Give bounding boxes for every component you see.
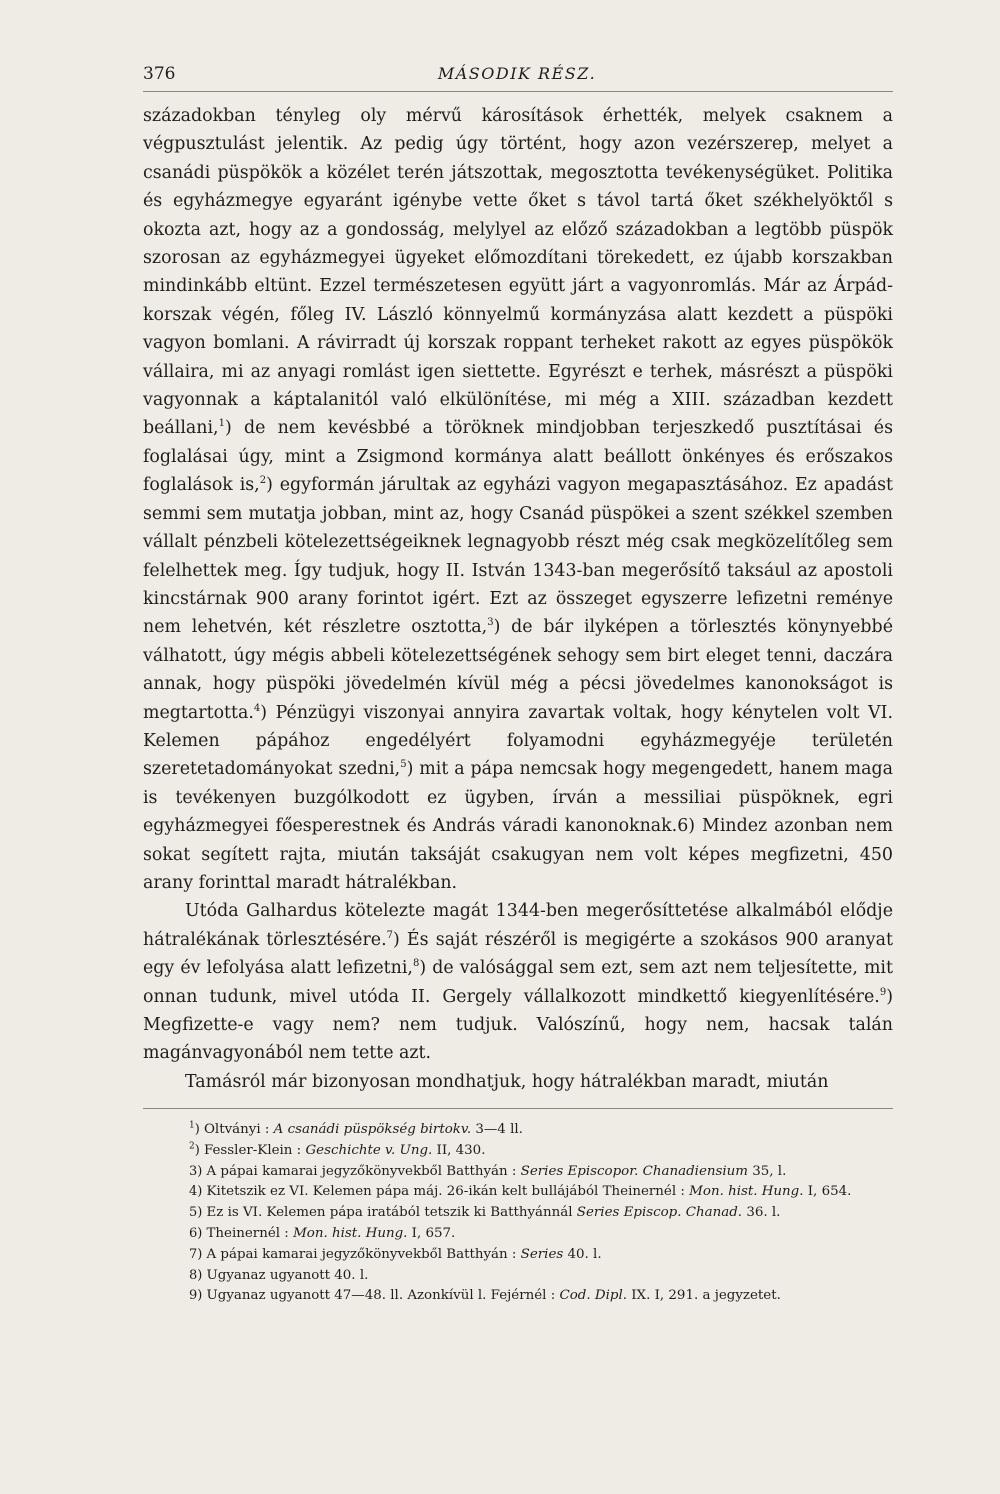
text-run: századokban tényleg oly mérvű károsítások érhették, melyek csaknem a végpusztulást jelentik. Az pedig úgy történt, hogy azon vezérszerep, melyet a csanádi püspökök a közélet terén játszottak, megosztotta tevékenységüket. Politika és egyházmegye egyaránt igénybe vette őket s távol tartá őket székhelyöktől s okozta azt, hogy az a gondosság, melylyel az előző századokban a legtöbb püspök szorosan az egyházmegyei ügyeket előmozdítani törekedett, ez újabb korszakban mindinkább eltünt. Ezzel természetesen együtt járt a vagyonromlás. Már az Árpád-korszak végén, főleg IV. László könnyelmű kormányzása alatt kezdett a püspöki vagyon bomlani. A rávirradt új korszak roppant terheket rakott az egyes püspökök vállaira, mi az anyagi romlást igen siettette. Egyrészt e terhek, másrészt a püspöki vagyonnak a káptalanitól való elkülönítése, mi még a XIII. században kezdett beállani, <box>143 106 893 439</box>
footnote-text: A pápai kamarai jegyzőkönyvekből Batthyán : <box>206 1246 521 1262</box>
text-run: ) És saját részéről is megigérte a szokásos 900 aranyat egy év lefolyása alatt lefizetni, <box>143 929 893 979</box>
footnote-text: Fessler-Klein : <box>203 1142 306 1158</box>
footnotes <box>143 1120 893 1307</box>
footnote-text: Kitetszik ez VI. Kelemen pápa máj. 26-ikán kelt bullájából Theinernél : <box>206 1184 690 1200</box>
footnote-text: 36. l. <box>742 1205 781 1221</box>
footnote <box>143 1120 893 1141</box>
footnote <box>143 1286 893 1307</box>
text-run: ) de bár ilyképen a törlesztés könynyebbé válhatott, úgy mégis abbeli kötelezettségének sehogy sem birt eleget tenni, daczára annak, hogy püspöki jövedelmén kívül még a pécsi jövedelmes kanonokságot is megtartotta. <box>143 617 893 723</box>
footnote <box>143 1182 893 1203</box>
running-head <box>143 64 891 88</box>
footnote-number: 6) <box>189 1225 207 1241</box>
footnote-ref: 9 <box>879 986 887 998</box>
page-number: 376 <box>143 64 176 84</box>
footnote-number: 8) <box>189 1267 207 1283</box>
text-run: ) de nem kevésbbé a töröknek mindjobban terjeszkedő pusztításai és foglalásai úgy, mint a Zsigmond kormánya alatt beállott önkényes és erőszakos foglalások is, <box>143 418 893 496</box>
footnote-ref: 3 <box>487 617 494 629</box>
running-title: MÁSODIK RÉSZ. <box>437 64 597 83</box>
text-run: ) egyformán járultak az egyházi vagyon megapasztásához. Ez apadást semmi sem mutatja jobban, mint az, hogy Csanád püspökei a szent székkel szemben vállalt pénzbeli kötelezettségeiknek legnagyobb részt még csak megközelítőleg sem felelhettek meg. Így tudjuk, hogy II. István 1343-ban megerősítő taksául az apostoli kincstárnak 900 arany forintot igért. Ezt az összeget egyszerre lefizetni reménye nem lehetvén, két részletre osztotta, <box>143 475 893 638</box>
footnote-number: 3) <box>189 1163 207 1179</box>
paragraph-2 <box>143 897 893 1067</box>
footnote-text: Ugyanaz ugyanott 40. l. <box>206 1267 369 1283</box>
footnote <box>143 1245 893 1266</box>
citation-title: Geschichte v. Ung. <box>305 1142 433 1158</box>
footnote-text: 40. l. <box>563 1246 602 1262</box>
footnote-number: 9) <box>189 1288 207 1304</box>
footnote-rule <box>143 1108 893 1109</box>
text-run: ) Pénzügyi viszonyai annyira zavartak voltak, hogy kénytelen volt VI. Kelemen pápához engedélyért folyamodni egyházmegyéje területén szeretetadományokat szedni, <box>143 702 893 780</box>
footnote-ref: 4 <box>253 702 261 714</box>
footnote-text: II, 430. <box>432 1142 486 1158</box>
footnote <box>143 1224 893 1245</box>
citation-title: Series Episcopor. Chanadiensium <box>520 1163 748 1179</box>
footnote-number: 5) <box>189 1205 207 1221</box>
footnote-text: I, 654. <box>803 1184 852 1200</box>
footnote-ref: 2 <box>259 475 267 487</box>
footnote-text: Ugyanaz ugyanott 47—48. ll. Azonkívül l. Fejérnél : <box>206 1288 560 1304</box>
paragraph-3 <box>143 1068 893 1096</box>
citation-title: Cod. Dipl. <box>559 1288 628 1304</box>
text-run: ) Megfizette-e vagy nem? nem tudjuk. Valószínű, hogy nem, hacsak talán magánvagyonából nem tette azt. <box>143 986 893 1064</box>
text-run: ) mit a pápa nemcsak hogy megengedett, hanem maga is tevékenyen buzgólkodott ez ügyben, írván a messiliai püspöknek, egri egyházmegyei főesperestnek és András váradi kanonoknak.6) Mindez azonban nem sokat segített rajta, miután taksáját csakugyan nem volt képes megfizetni, 450 arany forinttal maradt hátralékban. <box>143 759 893 893</box>
citation-title: Series <box>520 1246 564 1262</box>
footnote-ref: 5 <box>400 759 407 771</box>
footnote-number: 7) <box>189 1246 207 1262</box>
footnote <box>143 1266 893 1287</box>
text-run: Tamásról már bizonyosan mondhatjuk, hogy hátralékban maradt, miután <box>185 1071 829 1092</box>
footnote-text: I, 657. <box>407 1225 456 1241</box>
header-rule <box>143 91 893 92</box>
footnote-text: A pápai kamarai jegyzőkönyvekből Batthyán : <box>206 1163 521 1179</box>
footnote-ref: 7 <box>386 929 393 941</box>
paragraph-1 <box>143 102 893 897</box>
footnote-ref: 8 <box>412 958 420 970</box>
footnote <box>143 1162 893 1183</box>
text-run: ) de valósággal sem ezt, sem azt nem teljesítette, mit onnan tudunk, mivel utóda II. Gergely vállalkozott mindkettő kiegyenlítésére. <box>143 958 893 1007</box>
footnote-text: Ez is VI. Kelemen pápa iratából tetszik ki Batthyánnál <box>206 1205 577 1221</box>
footnote-number: 4) <box>189 1184 207 1200</box>
footnote-number: $^2$) <box>189 1141 204 1158</box>
footnote <box>143 1141 893 1162</box>
footnote-text: 35, l. <box>748 1163 787 1179</box>
citation-title: Series Episcop. Chanad. <box>576 1205 743 1221</box>
footnote-text: Oltványi : <box>203 1122 274 1137</box>
citation-title: Mon. hist. Hung. <box>689 1184 804 1200</box>
footnote-text: 3—4 ll. <box>471 1122 523 1137</box>
footnote-text: Theinernél : <box>206 1225 294 1241</box>
footnote-text: IX. I, 291. a jegyzetet. <box>627 1288 781 1304</box>
body-text <box>143 102 893 1096</box>
footnote-ref: 1 <box>218 418 225 430</box>
footnote <box>143 1203 893 1224</box>
citation-title: Mon. hist. Hung. <box>293 1225 408 1241</box>
citation-title: A csanádi püspökség birtokv. <box>273 1122 472 1137</box>
footnote-number: $^1$) <box>189 1120 204 1137</box>
text-run: Utóda Galhardus kötelezte magát 1344-ben megerősíttetése alkalmából elődje hátralékának törlesztésére. <box>143 901 893 950</box>
